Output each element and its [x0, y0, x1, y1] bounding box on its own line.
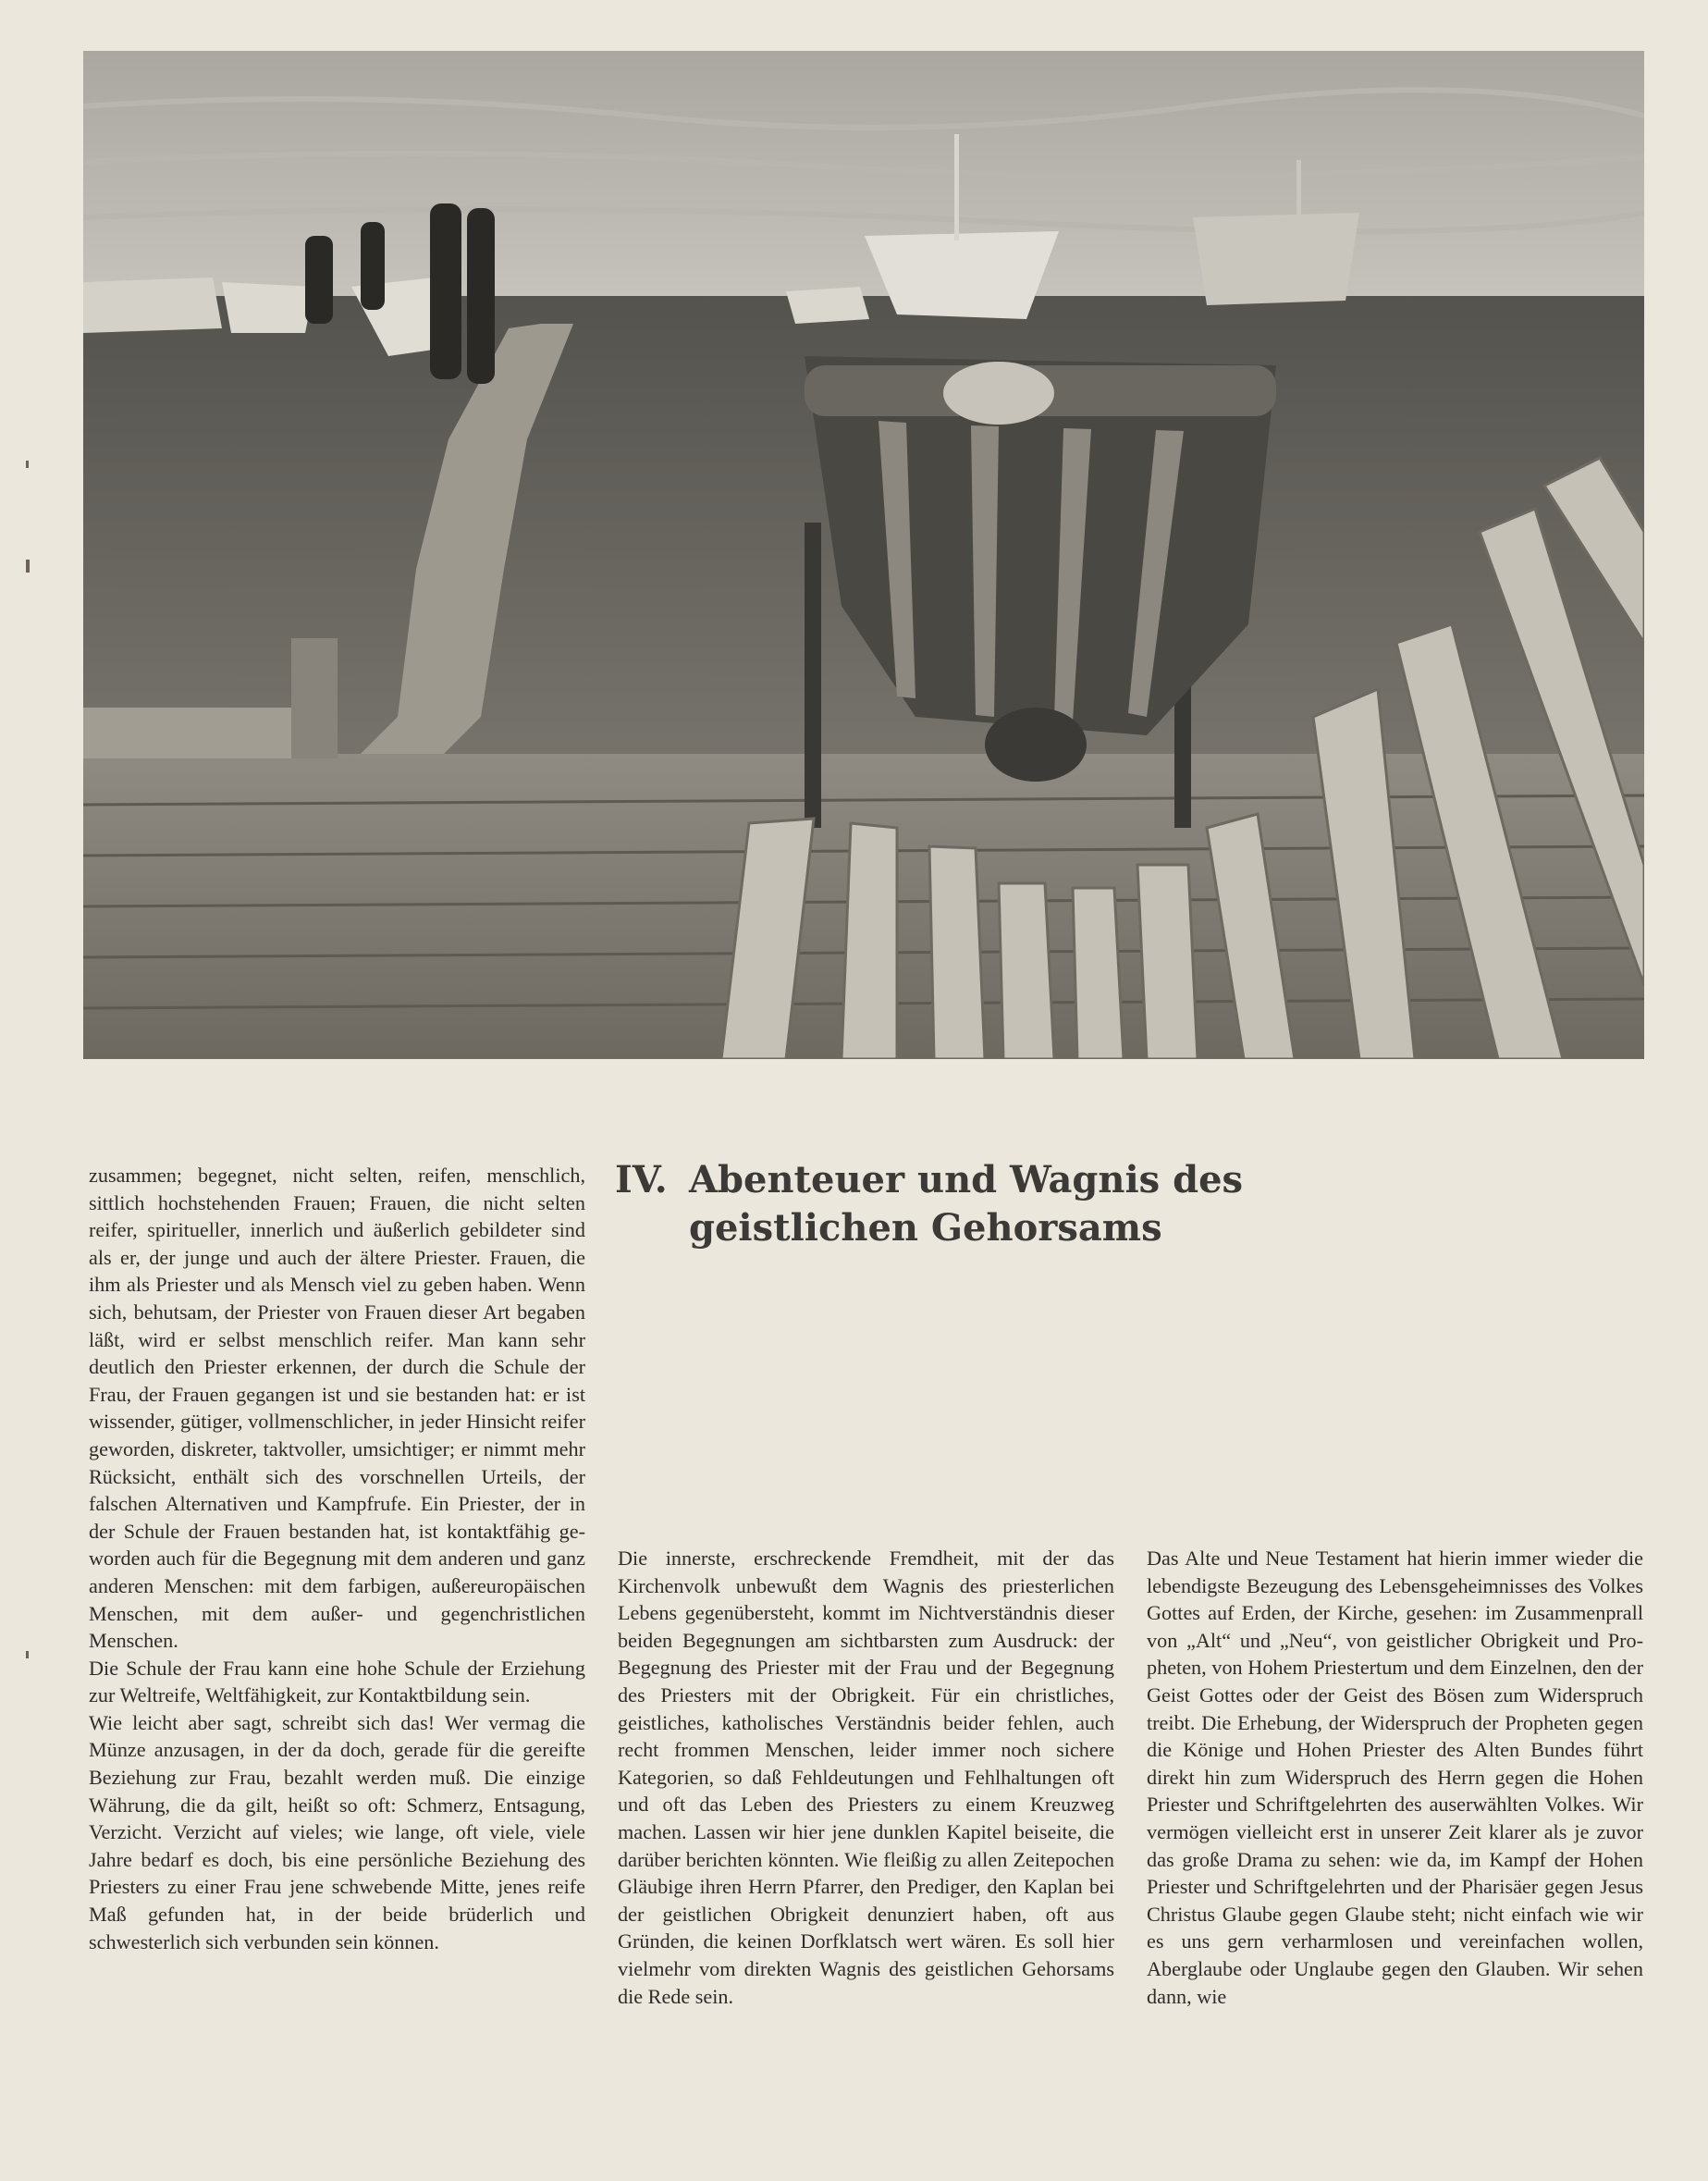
- beach-photo-drawing: [83, 51, 1644, 1059]
- text-column-right: [1147, 1545, 1643, 2010]
- section-title-line-2: geistlichen Gehorsams: [689, 1206, 1162, 1250]
- binding-mark: [26, 1651, 29, 1658]
- text-column-left: [89, 1162, 585, 1955]
- paragraph: Wie leicht aber sagt, schreibt sich das! Wer vermag die Münze anzusagen, in der da doch, gerade für die gereifte Beziehung zur Frau, bezahlt werden muß. Die einzige Währung, die da gilt, heißt so oft: Schmerz, Entsagung, Verzicht. Verzicht auf vieles; wie lange, oft viele, viele Jahre bedarf es doch, bis eine persönliche Beziehung des Priesters zu einer Frau jene schwebende Mitte, jenes reife Maß gefunden hat, in der beide brüderlich und schwesterlich sich verbunden sein können.: [89, 1710, 585, 1953]
- section-heading: [615, 1156, 1318, 1252]
- paragraph: Das Alte und Neue Testament hat hierin immer wieder die lebendigste Bezeugung des Lebensgeheimnisses des Volkes Gottes auf Erden, der Kirche, gesehen: im Zusammenprall von „Alt“ und „Neu“, von geistlicher Obrigkeit und Propheten, von Hohem Priestertum und dem Einzelnen, den der Geist Gottes oder der Geist des Bösen zum Widerspruch treibt. Die Erhebung, der Widerspruch der Propheten gegen die Könige und Hohen Priester des Alten Bundes führt direkt hin zum Widerspruch des Herrn gegen die Hohen Priester und Schriftgelehrten des auserwählten Volkes. Wir vermögen vielleicht erst in unserer Zeit klarer als je zuvor das große Drama zu sehen: wie da, im Kampf der Hohen Priester und Schriftgelehrten und der Pharisäer gegen Jesus Christus Glaube gegen Glaube steht; nicht einfach wie wir es uns gern verharmlosen und vereinfachen wollen, Aberglaube oder Unglaube gegen den Glauben. Wir sehen dann, wie: [1147, 1546, 1643, 2008]
- section-title-line-1: Abenteuer und Wagnis des: [689, 1158, 1244, 1201]
- paragraph: Die Schule der Frau kann eine hohe Schule der Erziehung zur Weltreife, Weltfähigkeit, zur Kontaktbildung sein.: [89, 1656, 585, 1707]
- binding-mark: [26, 461, 29, 468]
- binding-mark: [26, 560, 30, 573]
- section-number: IV.: [615, 1158, 668, 1201]
- beach-photo: [83, 51, 1644, 1059]
- paragraph: zusammen; begegnet, nicht selten, reifen, menschlich, sittlich hochstehenden Frauen; Frauen, die nicht selten reifer, spiritueller, innerlich und äußerlich gebildeter sind als er, der junge und auch der ältere Priester. Frauen, die ihm als Priester und als Mensch viel zu geben haben. Wenn sich, behutsam, der Priester von Frauen dieser Art begaben läßt, wird er selbst menschlich reifer. Man kann sehr deutlich den Priester erkennen, der durch die Schule der Frau, der Frauen gegangen ist und sie bestanden hat: er ist wissender, gütiger, vollmenschlicher, in jeder Hinsicht reifer geworden, diskreter, taktvoller, umsichtiger; er nimmt mehr Rücksicht, enthält sich des vorschnellen Urteils, der falschen Alternativen und Kampfrufe. Ein Priester, der in der Schule der Frauen bestanden hat, ist kontaktfähig geworden auch für die Begegnung mit dem anderen und ganz anderen Menschen: mit dem farbigen, außereuropäischen Menschen, mit dem außer- und gegenchristlichen Menschen.: [89, 1164, 585, 1653]
- text-column-middle: [618, 1545, 1114, 2010]
- paragraph: Die innerste, erschreckende Fremdheit, mit der das Kirchenvolk unbewußt dem Wagnis des priesterlichen Lebens gegenübersteht, kommt im Nichtverständnis dieser beiden Begegnungen am sichtbarsten zum Ausdruck: der Begegnung des Priester mit der Frau und der Begegnung des Priesters mit der Obrigkeit. Für ein christliches, geistliches, katholisches Verständnis beider fehlen, auch recht frommen Menschen, leider immer noch sichere Kategorien, so daß Fehldeutungen und Fehlhaltungen oft und oft das Leben des Priesters zu einem Kreuzweg machen. Lassen wir hier jene dunklen Kapitel beiseite, die darüber berichten könnten. Wie fleißig zu allen Zeitepochen Gläubige ihren Herrn Pfarrer, den Prediger, den Kaplan bei der geistlichen Obrigkeit denunziert haben, oft aus Gründen, die keinen Dorfklatsch wert wären. Es soll hier vielmehr vom direkten Wagnis des geistlichen Gehorsams die Rede sein.: [618, 1546, 1114, 2008]
